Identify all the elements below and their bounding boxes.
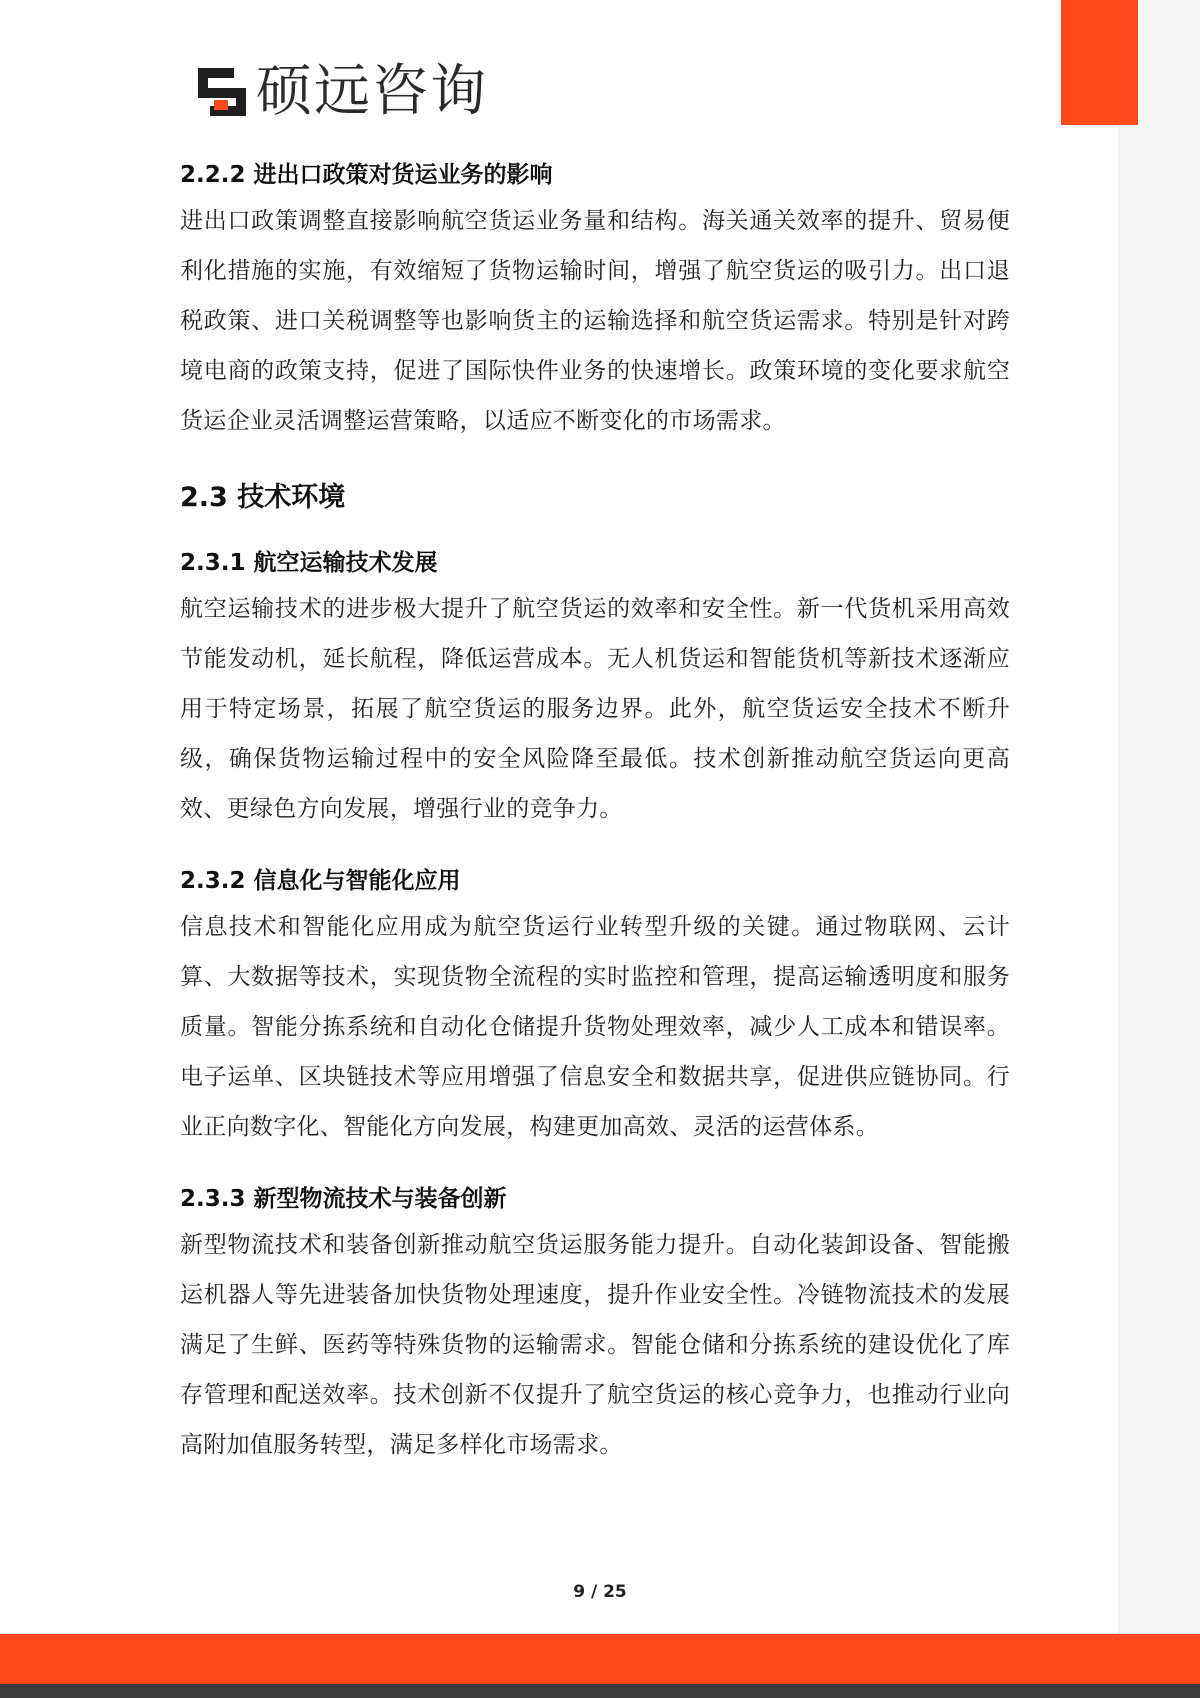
document-body	[180, 160, 1010, 1470]
brand-logo	[194, 59, 488, 124]
section-paragraph-2-2-2: 进出口政策调整直接影响航空货运业务量和结构。海关通关效率的提升、贸易便利化措施的实施，有效缩短了货物运输时间，增强了航空货运的吸引力。出口退税政策、进口关税调整等也影响货主的运输选择和航空货运需求。特别是针对跨境电商的政策支持，促进了国际快件业务的快速增长。政策环境的变化要求航空货运企业灵活调整运营策略，以适应不断变化的市场需求。	[180, 208, 1010, 434]
section-heading-2-3-1: 2.3.1 航空运输技术发展	[180, 550, 438, 576]
footer-dark-strip	[0, 1684, 1200, 1698]
section-paragraph-2-3-3: 新型物流技术和装备创新推动航空货运服务能力提升。自动化装卸设备、智能搬运机器人等先进装备加快货物处理速度，提升作业安全性。冷链物流技术的发展满足了生鲜、医药等特殊货物的运输需求。智能仓储和分拣系统的建设优化了库存管理和配送效率。技术创新不仅提升了航空货运的核心竞争力，也推动行业向高附加值服务转型，满足多样化市场需求。	[180, 1232, 1010, 1458]
section-heading-2-3-3: 2.3.3 新型物流技术与装备创新	[180, 1186, 507, 1212]
section-heading-2-3-2: 2.3.2 信息化与智能化应用	[180, 868, 461, 894]
brand-name: 硕远咨询	[256, 59, 488, 124]
page-gutter	[1118, 0, 1200, 1698]
corner-accent-block	[1061, 0, 1138, 125]
section-heading-2-3: 2.3 技术环境	[180, 482, 346, 513]
section-paragraph-2-3-1: 航空运输技术的进步极大提升了航空货运的效率和安全性。新一代货机采用高效节能发动机，延长航程，降低运营成本。无人机货运和智能货机等新技术逐渐应用于特定场景，拓展了航空货运的服务边界。此外，航空货运安全技术不断升级，确保货物运输过程中的安全风险降至最低。技术创新推动航空货运向更高效、更绿色方向发展，增强行业的竞争力。	[180, 596, 1010, 822]
section-heading-2-2-2: 2.2.2 进出口政策对货运业务的影响	[180, 162, 553, 188]
page-number: 9 / 25	[573, 1582, 627, 1602]
logo-mark-icon	[194, 64, 250, 120]
section-paragraph-2-3-2: 信息技术和智能化应用成为航空货运行业转型升级的关键。通过物联网、云计算、大数据等技术，实现货物全流程的实时监控和管理，提高运输透明度和服务质量。智能分拣系统和自动化仓储提升货物处理效率，减少人工成本和错误率。电子运单、区块链技术等应用增强了信息安全和数据共享，促进供应链协同。行业正向数字化、智能化方向发展，构建更加高效、灵活的运营体系。	[180, 914, 1010, 1140]
footer-accent-bar	[0, 1634, 1200, 1684]
